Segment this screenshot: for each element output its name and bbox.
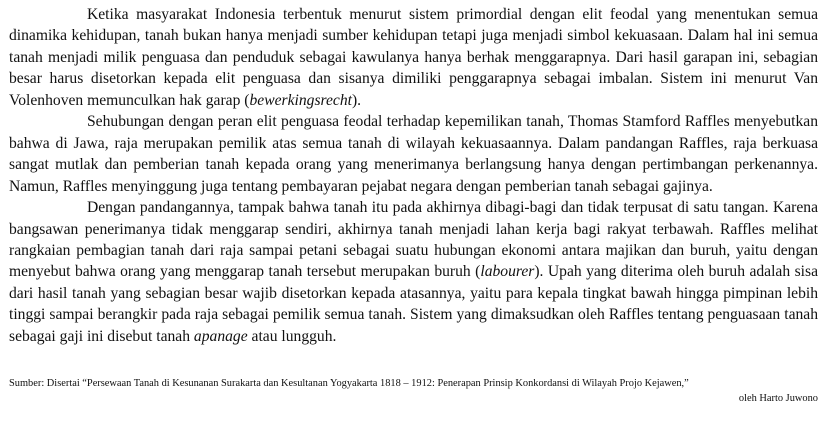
- source-citation-author: oleh Harto Juwono: [738, 392, 818, 404]
- document-body: [9, 4, 818, 347]
- paragraph-3-italic-term-labourer: labourer: [480, 263, 535, 281]
- paragraph-2: [9, 111, 818, 197]
- source-citation-line-1: Sumber: Disertai “Persewaan Tanah di Kesunanan Surakarta dan Kesultanan Yogyakarta 1818 – 1912: Penerapan Prinsip Konkordansi di Wilayah Projo Kejawen,”: [9, 378, 689, 389]
- source-citation: [9, 377, 818, 406]
- paragraph-1-italic-term: bewerkingsrecht: [249, 91, 352, 109]
- paragraph-3-text-a: Dengan pandangannya, tampak bahwa tanah itu pada akhirnya dibagi-bagi dan tidak terpusat di satu tangan. Karena bangsawan penerimanya tidak menggarap sendiri, akhirnya tanah menjadi lahan kerja bagi rakyat terbawah. Raffles melihat rangkaian pembagian tanah dari raja sampai petani sebagai suatu hubungan ekonomi antara majikan dan buruh, yaitu dengan menyebut bahwa orang yang menggarap tanah tersebut merupakan buruh (: [9, 199, 818, 281]
- paragraph-1: [9, 4, 818, 111]
- paragraph-3: [9, 197, 818, 347]
- paragraph-3-text-c: atau lungguh.: [247, 327, 337, 345]
- paragraph-2-text: Sehubungan dengan peran elit penguasa feodal terhadap kepemilikan tanah, Thomas Stamford Raffles menyebutkan bahwa di Jawa, raja merupakan pemilik atas semua tanah di wilayah kekuasaannya. Dalam pandangan Raffles, raja berkuasa sangat mutlak dan pemberian tanah kepada orang yang menerimanya berlangsung hanya dengan pertimbangan perkenannya. Namun, Raffles menyinggung juga tentang pembayaran pejabat negara dengan pemberian tanah sebagai gajinya.: [9, 113, 818, 195]
- paragraph-1-text-b: ).: [351, 91, 362, 109]
- paragraph-3-italic-term-apanage: apanage: [193, 327, 248, 345]
- paragraph-1-text-a: Ketika masyarakat Indonesia terbentuk menurut sistem primordial dengan elit feodal yang menentukan semua dinamika kehidupan, tanah bukan hanya menjadi sumber kehidupan tetapi juga menjadi simbol kekuasaan. Dalam hal ini semua tanah menjadi milik penguasa dan penduduk sebagai kawulanya hanya berhak menggarapnya. Dari hasil garapan ini, sebagian besar harus disetorkan kepada elit penguasa dan sisanya dimiliki penggarapnya sebagai imbalan. Sistem ini menurut Van Volenhoven memunculkan hak garap (: [9, 6, 818, 109]
- paragraph-3-text-b: ). Upah yang diterima oleh buruh adalah sisa dari hasil tanah yang sebagian besar wajib disetorkan kepada atasannya, yaitu para kepala tingkat bawah hingga pimpinan lebih tinggi sampai berangkir pada raja sebagai pemilik semua tanah. Sistem yang dimaksudkan oleh Raffles tentang penguasaan tanah sebagai gaji ini disebut tanah: [9, 263, 818, 345]
